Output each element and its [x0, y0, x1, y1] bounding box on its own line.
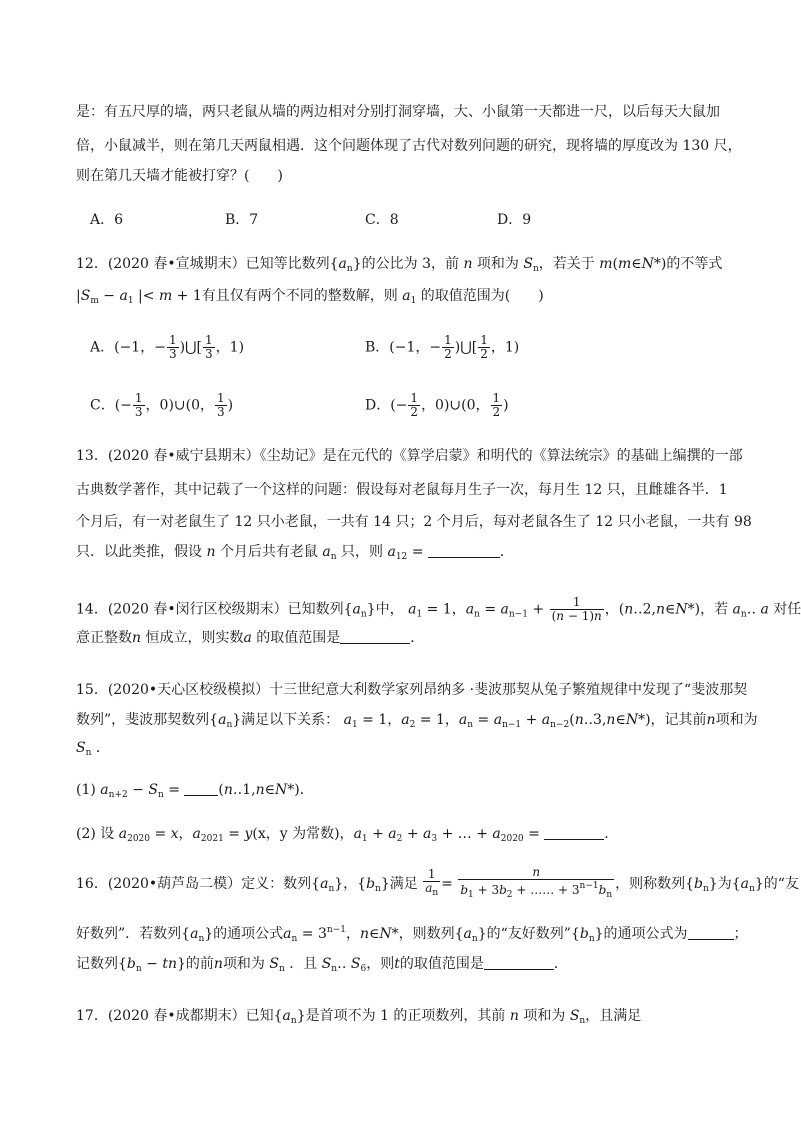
q15-line-2: 数列”，斐波那契数列$\{a_n\}$满足以下关系： $a_1 = 1$，$a_2 = 1$，$a_n = a_{n-1}$ + $a_{n-2}(n‥3,n\in N*)$，记其前n项和为	[76, 712, 758, 730]
q13-line-1: 13．(2020 春•威宁县期末）《尘劫记》是在元代的《算学启蒙》和明代的《算法统宗》的基础上编撰的一部	[76, 448, 743, 464]
q17-line-1: 17．(2020 春•成都期末）已知$\{a_n\}$是首项不为 1 的正项数列，其前 n 项和为 $S_n$，且满足	[76, 1008, 642, 1026]
q14-line-2: 意正整数n 恒成立，则实数a 的取值范围是 ．	[76, 630, 425, 646]
q12-text-1a: 12．(2020 春•宣城期末）已知等比数列	[76, 256, 330, 272]
q16-line-2: 好数列”．若数列$\{a_n\}$的通项公式$a_n = 3^{n-1}$，n∈N*，则数列$\{a_n\}$的“友好数列$”\{b_n\}$的通项公式为 ；	[76, 925, 748, 944]
q11-line-2: 倍，小鼠减半，则在第几天两鼠相遇．这个问题体现了古代对数列问题的研究，现将墙的厚度改为 130 尺，	[76, 138, 742, 154]
q13-line-2: 古典数学著作，其中记载了一个这样的问题：假设每对老鼠每月生子一次，每月生 12 只，且雌雄各半．1	[76, 482, 728, 498]
q11-option-a: A．6	[90, 212, 124, 228]
q11-option-d: D．9	[497, 212, 532, 228]
q11-line-1: 是：有五尺厚的墙，两只老鼠从墙的两边相对分别打洞穿墙，大、小鼠第一天都进一尺，以后每天大鼠加	[76, 104, 720, 120]
q13-line-3: 个月后，有一对老鼠生了 12 只小老鼠，一共有 14 只；2 个月后，每对老鼠各生了 12 只小老鼠，一共有 98	[76, 514, 752, 530]
q16-line-3: 记数列$\{b_n - tn\}$的前n项和为 $S_n$ ．且 $S_n‥$ $S_6$，则t的取值范围是 ．	[76, 956, 568, 974]
q12-text-1c: 项和为	[476, 256, 519, 272]
q12-option-d: D．(− $\frac{1}{2}$ ，0)∪(0， $\frac{1}{2}$ )	[365, 391, 509, 419]
q12-line-1: 12．(2020 春•宣城期末）已知等比数列$\{a_n\}$的公比为 3，前 n 项和为 $S_n$，若关于 m(m∈N*)的不等式	[76, 256, 723, 274]
q14-line-1: 14．(2020 春•闵行区校级期末）已知数列$\{a_n\}$中， $a_1 = 1$，$a_n = a_{n-1}$ + $\frac{1}{(n - 1)n}$ ，(n‥2,n∈N*)，若 $a_n‥$ a 对任	[76, 595, 801, 623]
q12-text-2b: 有且仅有两个不同的整数解，则	[201, 288, 398, 304]
q15-sub-2: (2) 设 $a_{2020} = x$，$a_{2021} = y(x$，y 为常数)，$a_1 + a_2 + a_3$ + … + $a_{2020}$ = ．	[76, 826, 619, 844]
q12-option-c: C．(− $\frac{1}{3}$ ，0)∪(0， $\frac{1}{3}$ )	[90, 391, 234, 419]
q12-text-1b: 的公比为 3，前	[361, 256, 459, 272]
q11-option-c: C．8	[365, 212, 399, 228]
q12-option-b: B．(−1，− $\frac{1}{2}$ )⋃[ $\frac{1}{2}$ ，1)	[365, 333, 520, 361]
q15-line-1: 15．(2020•天心区校级模拟）十三世纪意大利数学家列昂纳多 ·斐波那契从兔子繁殖规律中发现了“斐波那契	[76, 682, 748, 698]
q12-text-1e: 的不等式	[666, 256, 723, 272]
q16-line-1: 16．(2020•葫芦岛二模）定义：数列$\{a_n\}$，$\{b_n\}$满足 $\frac{1}{a_n}$ = $\frac{n}{b_1 + 3b_2 + \dots\dots + 3^{n-1}b_n}$ ，则称数列$\{b_n\}$为$\{a_n\}$的“友	[76, 865, 799, 900]
q15-sub-1: (1) $a_{n+2} - S_n$ = (n‥1,n∈N*)．	[76, 782, 314, 800]
q12-text-1d: ，若关于	[538, 256, 595, 272]
q11-option-b: B．7	[225, 212, 259, 228]
q15-line-3: $S_n$ ．	[76, 740, 110, 758]
q12-text-2c: 的取值范围为( )	[420, 288, 544, 304]
q12-option-a: A．(−1，− $\frac{1}{3}$ )⋃[ $\frac{1}{3}$ ，1)	[90, 333, 245, 361]
q11-line-3: 则在第几天墙才能被打穿？( )	[76, 168, 283, 184]
q12-line-2: $|S_m - a_1$ |< m + 1有且仅有两个不同的整数解，则 $a_1$ 的取值范围为( )	[76, 288, 544, 306]
q13-line-4: 只．以此类推，假设 n 个月后共有老鼠 $a_n$ 只，则 $a_{12}$ = ．	[76, 544, 514, 562]
